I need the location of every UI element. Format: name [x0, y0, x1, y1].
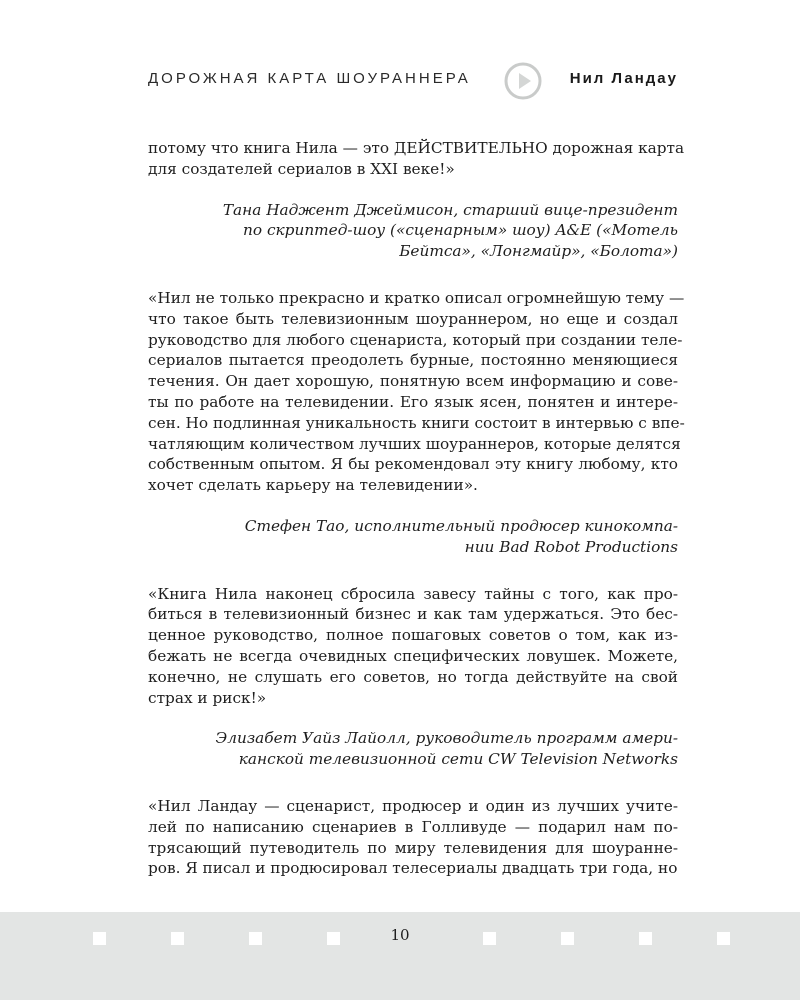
quote-paragraph — [148, 288, 685, 496]
play-circle-icon — [504, 62, 542, 100]
text-line: ценное руководство, полное пошаговых советов о том, как из- — [148, 626, 678, 645]
text-line: сериалов пытается преодолеть бурные, постоянно меняющиеся — [148, 351, 678, 370]
block-spacer — [148, 180, 678, 200]
text-line: чатляющим количеством лучших шоураннеров, которые делятся — [148, 434, 681, 453]
quote-paragraph — [148, 796, 678, 879]
text-line: ты по работе на телевидении. Его язык ясен, понятен и интере- — [148, 392, 678, 411]
text-line: «Нил не только прекрасно и кратко описал огромнейшую тему — — [148, 288, 685, 307]
quote-paragraph — [148, 138, 685, 180]
block-spacer — [148, 770, 678, 796]
text-line: «Нил Ландау — сценарист, продюсер и один из лучших учите- — [148, 796, 678, 815]
text-line: руководство для любого сценариста, который при создании теле- — [148, 330, 683, 349]
text-line: страх и риск!» — [148, 688, 267, 707]
text-line: по скриптед-шоу («сценарным» шоу) A&E («Мотель — [243, 221, 678, 240]
text-line: Бейтса», «Лонгмайр», «Болота») — [399, 242, 678, 261]
quote-paragraph — [148, 584, 678, 709]
page-footer — [0, 912, 800, 1000]
author-name: Нил Ландау — [569, 70, 678, 87]
book-title: ДОРОЖНАЯ КАРТА ШОУРАННЕРА — [148, 70, 471, 87]
text-line: конечно, не слушать его советов, но тогда действуйте на свой — [148, 667, 678, 686]
text-line: собственным опытом. Я бы рекомендовал эту книгу любому, кто — [148, 455, 678, 474]
text-line: для создателей сериалов в XXI веке!» — [148, 159, 455, 178]
text-line: хочет сделать карьеру на телевидении». — [148, 476, 478, 495]
text-line: что такое быть телевизионным шоураннером, но еще и создал — [148, 309, 678, 328]
text-line: лей по написанию сценариев в Голливуде — подарил нам по- — [148, 817, 678, 836]
block-spacer — [148, 708, 678, 728]
quote-attribution — [148, 516, 678, 558]
quote-attribution — [148, 200, 678, 262]
text-line: биться в телевизионный бизнес и как там удержаться. Это бес- — [148, 605, 678, 624]
text-line: течения. Он дает хорошую, понятную всем информацию и сове- — [148, 372, 678, 391]
block-spacer — [148, 558, 678, 584]
block-spacer — [148, 262, 678, 288]
running-header — [148, 62, 678, 98]
text-line: трясающий путеводитель по миру телевидения для шоураннe- — [148, 838, 678, 857]
text-line: Стефен Тао, исполнительный продюсер кинокомпа- — [244, 516, 678, 535]
text-line: сен. Но подлинная уникальность книги состоит в интервью с впе- — [148, 413, 685, 432]
text-line: бежать не всегда очевидных специфических ловушек. Можете, — [148, 646, 678, 665]
text-line: канской телевизионной сети CW Television Networks — [238, 750, 678, 769]
text-line: потому что книга Нила — это ДЕЙСТВИТЕЛЬНО дорожная карта — [148, 139, 685, 157]
page-body — [148, 138, 685, 879]
page-number: 10 — [390, 926, 410, 944]
text-line: Элизабет Уайз Лайолл, руководитель программ амери- — [215, 729, 678, 748]
text-line: ров. Я писал и продюсировал телесериалы двадцать три года, но — [148, 859, 678, 878]
block-spacer — [148, 496, 678, 516]
text-line: «Книга Нила наконец сбросила завесу тайны с того, как про- — [148, 584, 678, 603]
quote-attribution — [148, 728, 678, 770]
text-line: Тана Наджент Джеймисон, старший вице-президент — [222, 200, 678, 219]
text-line: нии Bad Robot Productions — [464, 537, 678, 556]
